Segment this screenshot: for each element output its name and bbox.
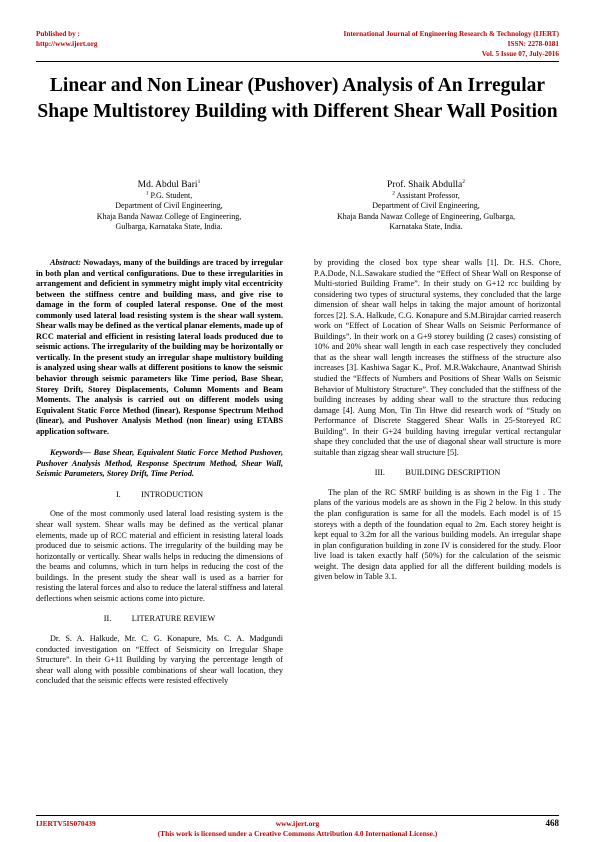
abstract-label: Abstract: <box>50 258 81 267</box>
paper-title: Linear and Non Linear (Pushover) Analysis of An Irregular Shape Multistorey Building with Different Shear Wall Position <box>37 75 558 122</box>
abstract-text: Nowadays, many of the buildings are traced by irregular in both plan and vertical configurations. Due to these irregularities in arrangement and deficient in symmetry might imply vital eccentricity between the stiffness centre and building mass, and give rise to damage in the form of coupled lateral response. One of the most commonly used lateral load resisting system is the shear wall system. Shear walls may be defined as the vertical planar elements, made up of RCC material and efficient in resisting lateral loads produced due to seismic actions. The irregularity of the building may be horizontally or vertically. In the present study an irregular shape multistory building is analyzed using shear walls at different positions to know the seismic behavior through seismic parameters like Time period, Base Shear, Storey Drift, Storey Displacements, Column Moments and Beam Moments. The analysis is carried out on different models using Equivalent Static Force Method (linear), Response Spectrum Method (linear), and Pushover Analysis Method (non linear) using ETABS application software. <box>36 258 283 436</box>
footer-paper-id: IJERTV5IS070439 <box>36 819 96 828</box>
abstract <box>36 258 283 437</box>
affil-sup: 1 <box>145 190 149 197</box>
section-heading-introduction: I. INTRODUCTION <box>115 489 204 499</box>
author-place: Gulbarga, Karnataka State, India. <box>115 221 223 231</box>
footer-license: (This work is licensed under a Creative Commons Attribution 4.0 International License.) <box>157 829 438 838</box>
author-role: Assistant Professor, <box>394 191 460 200</box>
author-sup: 2 <box>462 178 465 185</box>
footer-url-link[interactable]: www.ijert.org <box>275 819 320 828</box>
literature-review-continued: by providing the closed box type shear walls [1]. Dr. H.S. Chore, P.A.Dode, N.L.Sawakare studied the “Effect of Shear Wall on Response of Multi-storied Building Frame”. In their study on G+12 rcc building by considering two types of structural systems, they concluded that the large dimension of shear wall helps in taking the major amount of horizontal forces [2]. S.A. Halkude, C.G. Konapure and S.M.Birajdar carried reaserch work on “Effect of Location of Shear Walls on Seismic Performance of Buildings”. In their work on a G+9 storey building (2 cases) consisting of 10% and 20% shear wall length in each case respectively they concluded that as the shear wall length increases the stiffness of the structure also increases [3]. Kashiwa Sagar K., Prof. M.R.Wakchaure, Anantwad Shirish studied the “Effects of Numbers and Positions of Shear Walls on Seismic Behavior of Multistory Structure”. They concluded that the stiffness of the building increases by adding shear wall to the structure thus reducing damage [4]. Aung Mon, Tin Tin Htwe did research work of “Study on Performance of Discrete Staggered Shear Walls in 25-Storeyed RC Building”. In their G+24 building having irregular vertical rectangular shape they concluded that the use of diagonal shear wall structure is more suitable than zigzag shear wall structure [5]. <box>314 258 561 457</box>
author-dept: Department of Civil Engineering, <box>372 201 480 211</box>
author-role: P.G. Student, <box>148 191 193 200</box>
section-heading-building-description: III. BUILDING DESCRIPTION <box>374 468 501 478</box>
keywords: Keywords— Base Shear, Equivalent Static Force Method Pushover, Pushover Analysis Method, Response Spectrum Method, Shear Wall, Seismic Parameters, Storey Drift, Time Period. <box>36 448 283 479</box>
journal-name: International Journal of Engineering Research & Technology (IJERT) <box>343 30 559 38</box>
header-divider <box>36 61 559 62</box>
author-college: Khaja Banda Nawaz College of Engineering, Gulbarga, <box>336 211 515 221</box>
author-sup: 1 <box>197 178 201 185</box>
author-dept: Department of Civil Engineering, <box>115 201 223 211</box>
footer-center <box>0 819 595 839</box>
header-left <box>36 29 97 49</box>
author-name: Prof. Shaik Abdulla <box>387 180 463 190</box>
right-column <box>314 258 561 583</box>
author-block-1 <box>44 179 294 232</box>
left-column <box>36 258 283 687</box>
volume-issue: Vol. 5 Issue 07, July-2016 <box>481 50 559 58</box>
introduction-text: One of the most commonly used lateral load resisting system is the shear wall system. Shear walls may be defined as the vertical planar elements, made up of RCC material and efficient in resisting lateral loads produced due to seismic actions. The irregularity of the building may be horizontally or vertically. Shear walls helps in reducing the dimensions of the beams and columns, which in turn helps in reducing the cost of the buildings. In the present study the shear wall is used as a barrier for resisting the lateral forces and also to reduce the lateral stiffness and lateral deflections when seismic actions come into picture. <box>36 509 283 603</box>
author-place: Karnataka State, India. <box>389 221 463 231</box>
building-description-text: The plan of the RC SMRF building is as shown in the Fig 1 . The plans of the various models are as shown in the Fig 2 below. In this study the plan configuration is same for all the models. Each model is of 15 storeys with a depth of the foundation equal to 2m. Each storey height is kept equal to 3.2m for all the various building models. An irregular shape in plan configuration building in zone IV is considered for the study. Floor live load is taken exactly half (50%) for the calculation of the seismic weight. The design data applied for all the different building models is given below in Table 3.1. <box>314 487 561 582</box>
literature-review-text: Dr. S. A. Halkude, Mr. C. G. Konapure, Ms. C. A. Madgundi conducted investigation on “Effect of Seismicity on Irregular Shape Structure”. In their G+11 Building by varying the percentage length of shear wall along with possible combinations of shear wall location, they concluded that the seismic effects were resisted effectively <box>36 633 283 686</box>
header-url-link[interactable]: http://www.ijert.org <box>36 40 98 48</box>
author-name: Md. Abdul Bari <box>137 180 198 190</box>
author-college: Khaja Banda Nawaz College of Engineering, <box>96 211 242 221</box>
footer-divider <box>36 815 559 816</box>
published-by: Published by : <box>36 30 80 38</box>
section-heading-literature-review: II. LITERATURE REVIEW <box>103 614 216 624</box>
header-right <box>344 29 559 59</box>
page-number: 468 <box>545 818 559 828</box>
affil-sup: 2 <box>392 190 395 197</box>
issn: ISSN: 2278-0181 <box>507 40 559 48</box>
author-block-2 <box>301 179 551 232</box>
